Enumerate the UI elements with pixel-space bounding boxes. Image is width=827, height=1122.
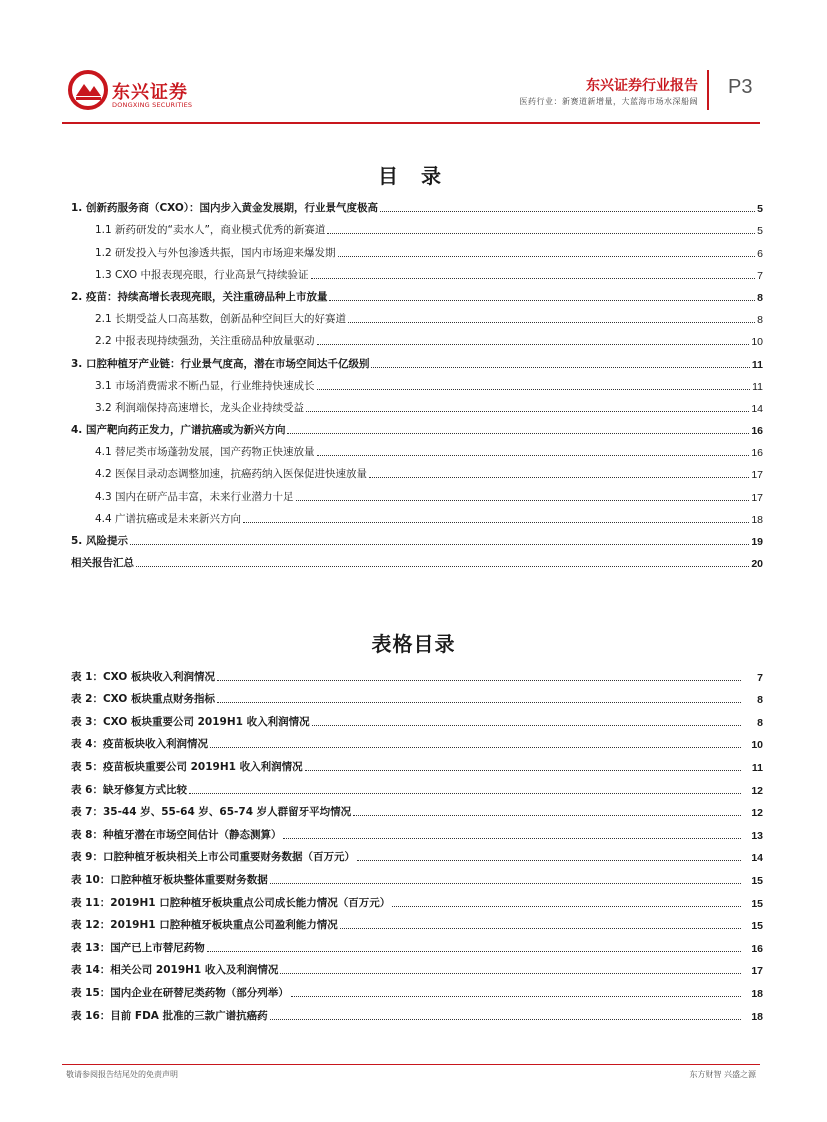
toc-entry[interactable] (71, 237, 763, 259)
table-list (71, 661, 763, 1023)
dot-leader (287, 433, 749, 434)
logo-text-cn: 东兴证券 (112, 82, 188, 103)
header-divider (707, 70, 709, 110)
entry-label: 1.3 CXO 中报表现亮眼，行业高景气持续验证 (95, 268, 309, 281)
page-header (62, 66, 760, 126)
entry-page-number: 10 (751, 739, 763, 752)
entry-page-number: 5 (757, 225, 763, 238)
table-entry[interactable] (71, 1000, 763, 1023)
toc-entry[interactable] (71, 504, 763, 526)
toc-entry[interactable] (71, 415, 763, 437)
toc-entry[interactable] (71, 526, 763, 548)
toc-entry[interactable] (71, 215, 763, 237)
entry-page-number: 18 (751, 987, 763, 1000)
entry-page-number: 15 (751, 897, 763, 910)
toc-entry[interactable] (71, 326, 763, 348)
dot-leader (329, 300, 755, 301)
dot-leader (130, 544, 749, 545)
table-entry[interactable] (71, 842, 763, 865)
dot-leader (338, 256, 756, 257)
entry-page-number: 6 (757, 247, 763, 260)
report-subtitle: 医药行业：新赛道新增量，大蓝海市场水深船阔 (519, 97, 698, 106)
entry-label: 2.2 中报表现持续强劲，关注重磅品种放量驱动 (95, 335, 315, 348)
dot-leader (217, 702, 741, 703)
entry-page-number: 8 (757, 314, 763, 327)
entry-page-number: 14 (751, 852, 763, 865)
entry-label: 表 16：目前 FDA 批准的三款广谱抗癌药 (71, 1009, 268, 1022)
entry-label: 4.1 替尼类市场蓬勃发展，国产药物正快速放量 (95, 446, 315, 459)
entry-page-number: 11 (751, 358, 763, 371)
dot-leader (317, 344, 750, 345)
dot-leader (243, 522, 749, 523)
dot-leader (189, 793, 741, 794)
entry-label: 4.2 医保目录动态调整加速，抗癌药纳入医保促进快速放量 (95, 468, 368, 481)
table-entry[interactable] (71, 977, 763, 1000)
dot-leader (348, 322, 755, 323)
entry-page-number: 10 (751, 336, 763, 349)
entry-label: 表 11：2019H1 口腔种植牙板块重点公司成长能力情况（百万元） (71, 896, 391, 909)
table-entry[interactable] (71, 661, 763, 684)
entry-label: 3. 口腔种植牙产业链：行业景气度高，潜在市场空间达千亿级别 (71, 357, 370, 370)
entry-page-number: 18 (751, 513, 763, 526)
entry-label: 5. 风险提示 (71, 535, 128, 547)
entry-label: 2.1 长期受益人口高基数，创新品种空间巨大的好赛道 (95, 313, 347, 326)
entry-label: 1. 创新药服务商（CXO）：国内步入黄金发展期，行业景气度极高 (71, 202, 379, 215)
page-number: P3 (728, 76, 753, 98)
table-entry[interactable] (71, 774, 763, 797)
entry-page-number: 17 (751, 965, 763, 978)
dot-leader (369, 477, 749, 478)
entry-label: 表 13：国产已上市替尼药物 (71, 941, 205, 954)
entry-label: 表 10：口腔种植牙板块整体重要财务数据 (71, 873, 268, 886)
dot-leader (311, 278, 756, 279)
table-entry[interactable] (71, 706, 763, 729)
entry-page-number: 11 (752, 380, 763, 393)
entry-label: 3.2 利润端保持高速增长，龙头企业持续受益 (95, 401, 305, 414)
entry-page-number: 17 (751, 469, 763, 482)
table-entry[interactable] (71, 819, 763, 842)
entry-label: 表 2：CXO 板块重点财务指标 (71, 693, 215, 706)
dot-leader (357, 860, 741, 861)
toc-entry[interactable] (71, 459, 763, 481)
toc-list (71, 193, 763, 570)
header-rule (62, 122, 760, 124)
dot-leader (207, 951, 741, 952)
entry-page-number: 17 (751, 491, 763, 504)
dot-leader (305, 770, 741, 771)
toc-entry[interactable] (71, 282, 763, 304)
dot-leader (217, 680, 741, 681)
logo-mark-icon (68, 70, 108, 110)
table-entry[interactable] (71, 955, 763, 978)
entry-page-number: 8 (757, 716, 763, 729)
entry-page-number: 7 (757, 671, 763, 684)
dot-leader (306, 411, 749, 412)
dot-leader (353, 815, 741, 816)
toc-entry[interactable] (71, 193, 763, 215)
entry-page-number: 16 (751, 942, 763, 955)
dot-leader (283, 838, 741, 839)
toc-entry[interactable] (71, 437, 763, 459)
table-entry[interactable] (71, 910, 763, 933)
entry-page-number: 13 (751, 829, 763, 842)
entry-label: 表 7：35-44 岁、55-64 岁、65-74 岁人群留牙平均情况 (71, 806, 352, 819)
entry-label: 表 4：疫苗板块收入利润情况 (71, 738, 208, 751)
entry-label: 表 8：种植牙潜在市场空间估计（静态测算） (71, 828, 282, 841)
entry-page-number: 8 (757, 694, 763, 707)
entry-page-number: 18 (751, 1010, 763, 1023)
entry-page-number: 15 (751, 874, 763, 887)
entry-page-number: 20 (751, 558, 763, 571)
entry-label: 表 5：疫苗板块重要公司 2019H1 收入利润情况 (71, 760, 303, 773)
entry-page-number: 11 (751, 761, 763, 774)
toc-entry[interactable] (71, 348, 763, 370)
dot-leader (210, 747, 741, 748)
dot-leader (312, 725, 741, 726)
entry-page-number: 14 (751, 402, 763, 415)
dot-leader (327, 233, 755, 234)
logo-text-en: DONGXING SECURITIES (112, 101, 193, 109)
entry-label: 表 12：2019H1 口腔种植牙板块重点公司盈利能力情况 (71, 919, 338, 932)
entry-label: 1.1 新药研发的“卖水人”，商业模式优秀的新赛道 (95, 224, 326, 237)
entry-page-number: 16 (751, 425, 763, 438)
entry-page-number: 16 (751, 447, 763, 460)
entry-label: 4. 国产靶向药正发力，广谱抗癌或为新兴方向 (71, 424, 286, 437)
entry-page-number: 12 (751, 784, 763, 797)
entry-page-number: 19 (751, 536, 763, 548)
dot-leader (270, 1019, 741, 1020)
table-entry[interactable] (71, 684, 763, 707)
table-entry[interactable] (71, 729, 763, 752)
report-title: 东兴证券行业报告 (586, 78, 698, 94)
dot-leader (340, 928, 741, 929)
dot-leader (296, 500, 750, 501)
dot-leader (270, 883, 741, 884)
toc-entry[interactable] (71, 304, 763, 326)
entry-page-number: 7 (757, 269, 763, 282)
dot-leader (317, 455, 750, 456)
dot-leader (371, 367, 749, 368)
entry-page-number: 12 (751, 807, 763, 820)
entry-label: 相关报告汇总 (71, 557, 134, 570)
entry-label: 表 3：CXO 板块重要公司 2019H1 收入利润情况 (71, 715, 310, 728)
entry-label: 表 15：国内企业在研替尼类药物（部分列举） (71, 986, 289, 999)
entry-label: 3.1 市场消费需求不断凸显，行业维持快速成长 (95, 379, 315, 392)
table-entry[interactable] (71, 864, 763, 887)
toc-entry[interactable] (71, 481, 763, 503)
table-entry[interactable] (71, 797, 763, 820)
entry-label: 表 9：口腔种植牙板块相关上市公司重要财务数据（百万元） (71, 851, 355, 864)
entry-page-number: 8 (757, 291, 763, 304)
entry-label: 表 1：CXO 板块收入利润情况 (71, 670, 215, 683)
table-entry[interactable] (71, 751, 763, 774)
toc-entry[interactable] (71, 371, 763, 393)
entry-page-number: 5 (757, 203, 763, 216)
entry-label: 表 14：相关公司 2019H1 收入及利润情况 (71, 964, 279, 977)
entry-label: 4.3 国内在研产品丰富，未来行业潜力十足 (95, 490, 294, 503)
footer-disclaimer: 敬请参阅报告结尾处的免责声明 (66, 1070, 178, 1079)
toc-entry[interactable] (71, 548, 763, 570)
dot-leader (291, 996, 741, 997)
entry-label: 2. 疫苗：持续高增长表现亮眼，关注重磅品种上市放量 (71, 290, 328, 303)
table-entry[interactable] (71, 932, 763, 955)
table-entry[interactable] (71, 887, 763, 910)
dot-leader (136, 566, 749, 567)
company-logo (68, 70, 208, 114)
dot-leader (392, 906, 741, 907)
toc-entry[interactable] (71, 393, 763, 415)
entry-label: 表 6：缺牙修复方式比较 (71, 783, 187, 796)
footer-slogan: 东方财智 兴盛之源 (689, 1070, 756, 1079)
entry-label: 4.4 广谱抗癌或是未来新兴方向 (95, 512, 242, 525)
footer-rule (62, 1064, 760, 1065)
toc-title: 目 录 (378, 164, 449, 188)
table-list-title: 表格目录 (371, 632, 456, 656)
dot-leader (317, 389, 751, 390)
toc-entry[interactable] (71, 260, 763, 282)
entry-page-number: 15 (751, 920, 763, 933)
dot-leader (380, 211, 755, 212)
entry-label: 1.2 研发投入与外包渗透共振，国内市场迎来爆发期 (95, 246, 336, 259)
dot-leader (280, 973, 741, 974)
